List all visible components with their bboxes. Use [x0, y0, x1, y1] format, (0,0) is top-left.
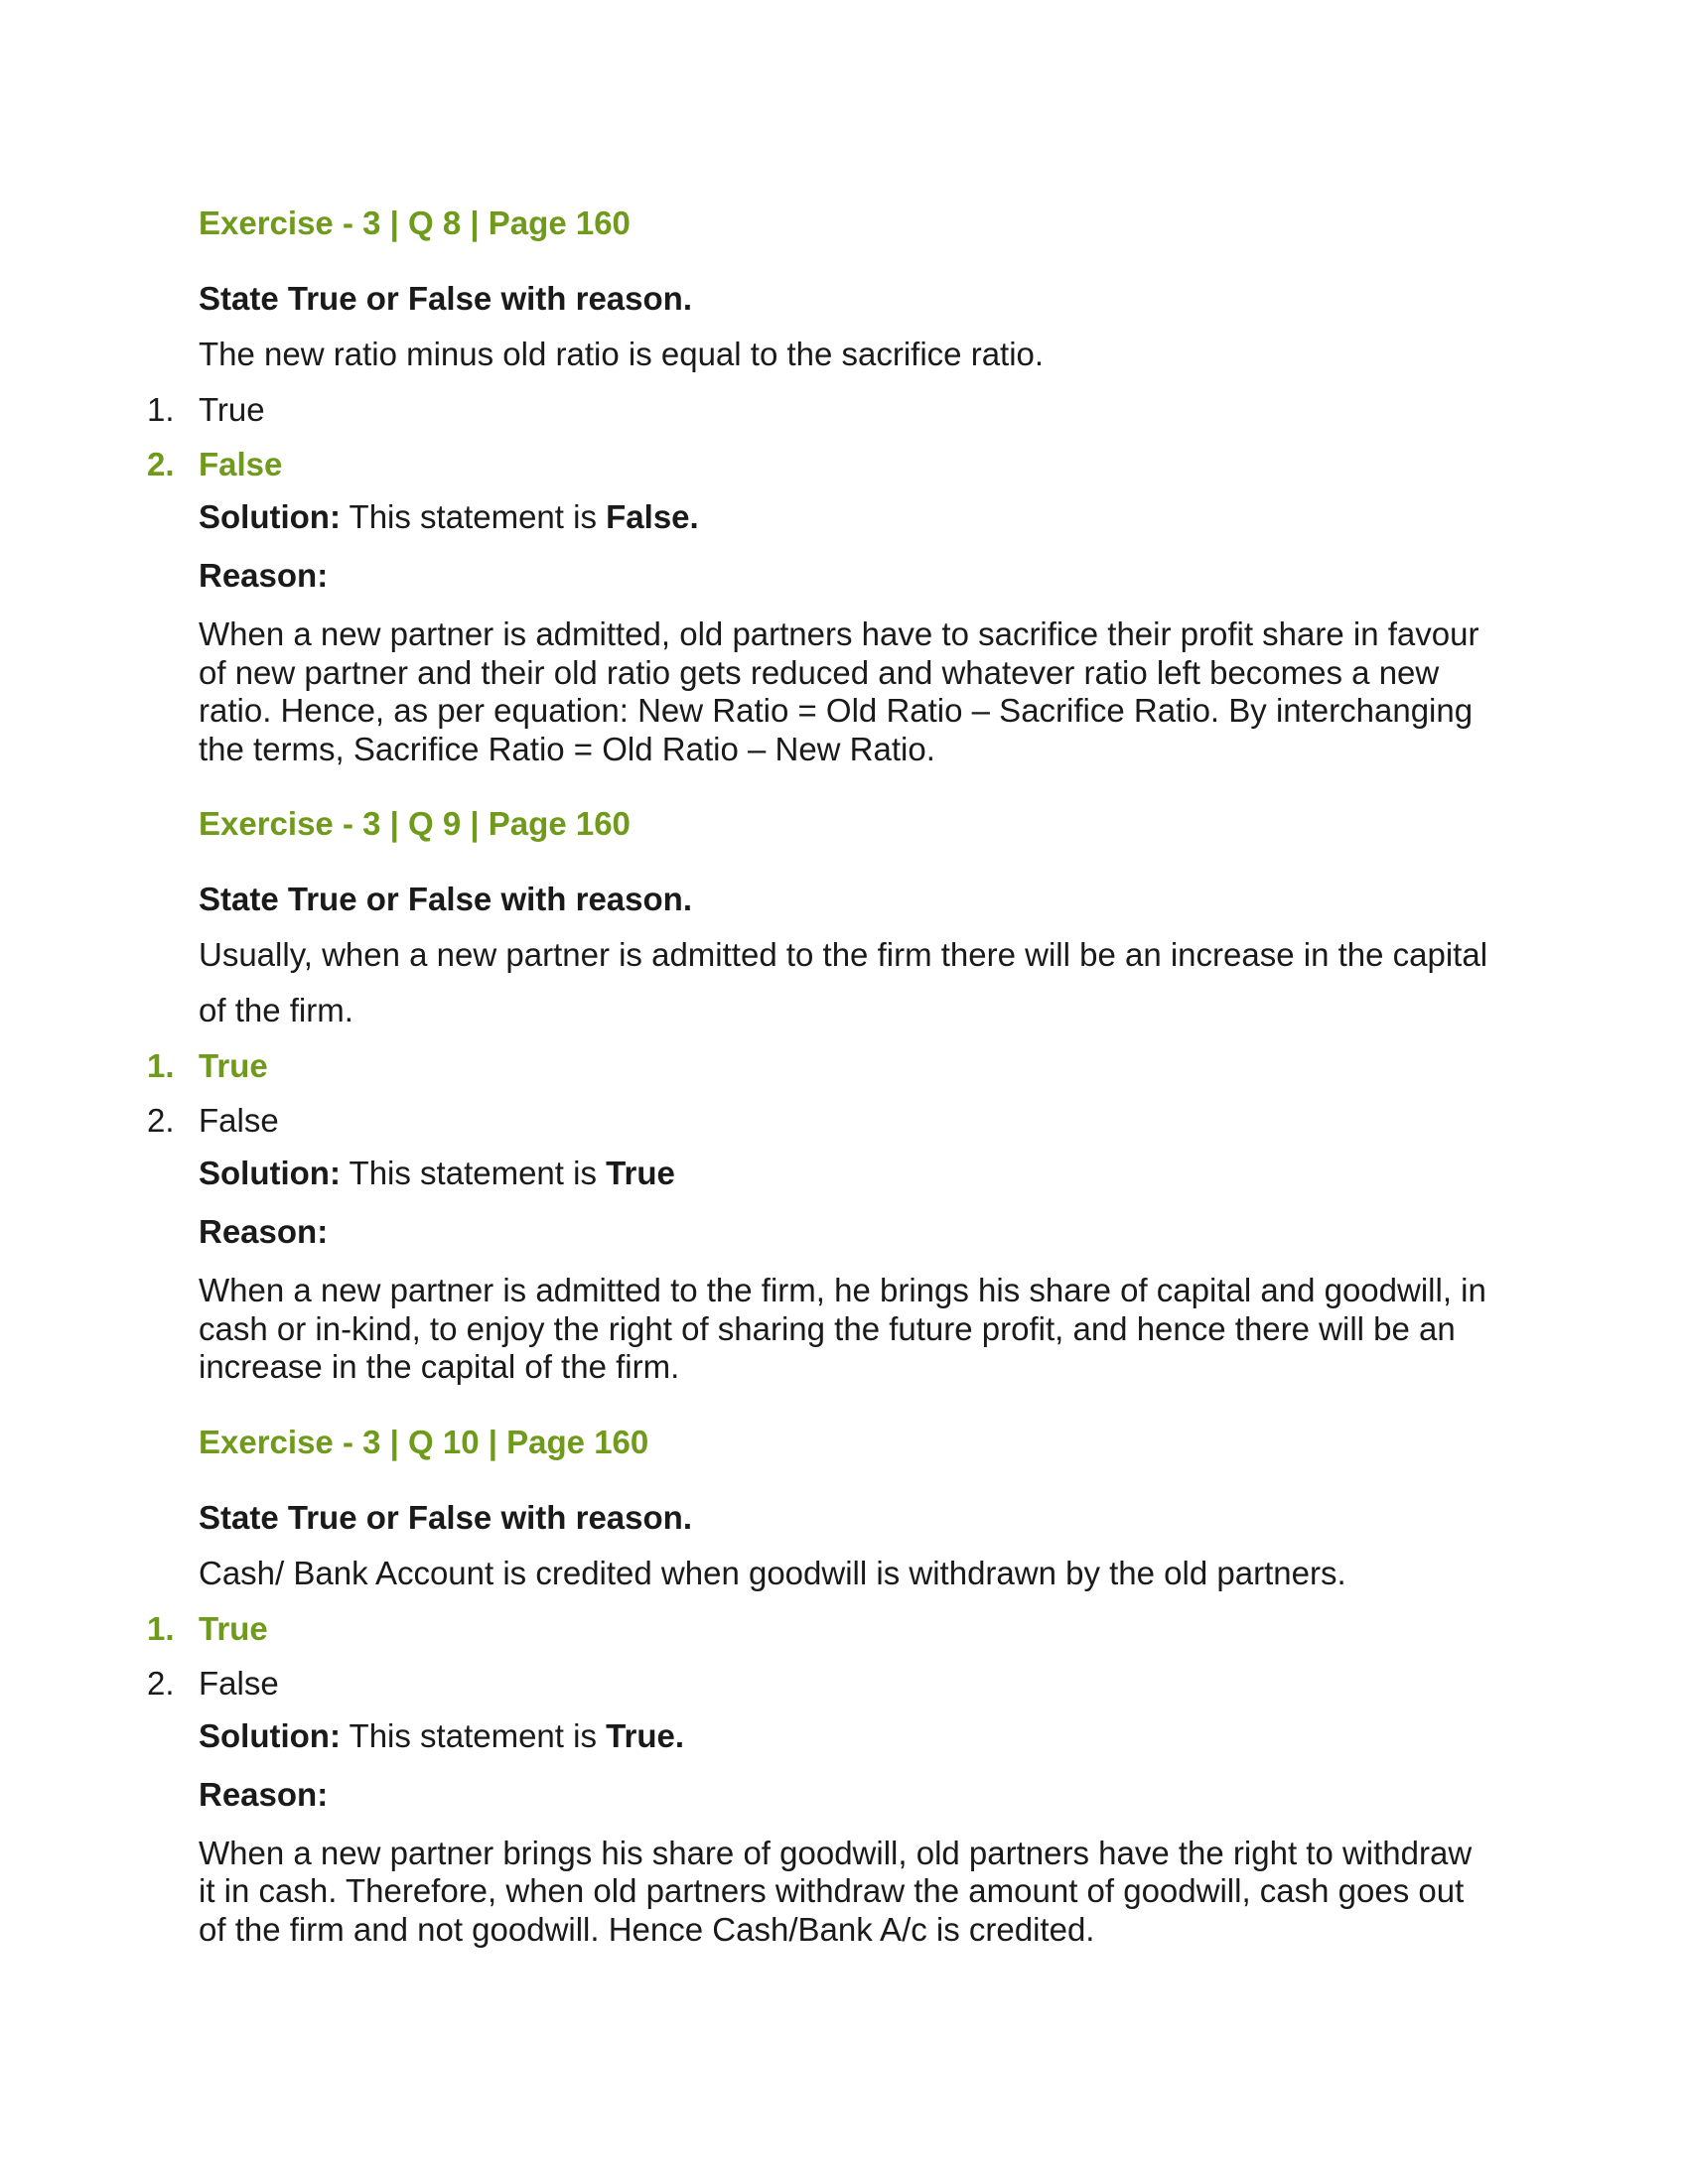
solution-line	[199, 1154, 1489, 1193]
question-prompt: State True or False with reason.	[199, 1498, 692, 1536]
reason-label: Reason:	[199, 1213, 329, 1250]
solution-text: This statement is	[340, 498, 607, 535]
option-number: 1.	[147, 1609, 175, 1647]
solution-label: Solution:	[199, 1155, 341, 1191]
reason-label: Reason:	[199, 1775, 329, 1813]
exercise-heading: Exercise - 3 | Q 9 | Page 160	[199, 805, 631, 842]
option-true-correct	[147, 1601, 1489, 1656]
option-false-correct	[147, 437, 1489, 491]
question-statement: The new ratio minus old ratio is equal to the sacrifice ratio.	[199, 336, 1045, 372]
reason-text: When a new partner is admitted, old partners have to sacrifice their profit share in favour of new partner and their old ratio gets reduced and whatever ratio left becomes a new ratio. Hence, as per equation: New Ratio = Old Ratio – Sacrifice Ratio. By interchanging the terms, Sacrifice Ratio = Old Ratio – New Ratio.	[199, 615, 1479, 767]
option-label: True	[199, 1047, 268, 1084]
option-true-correct	[147, 1038, 1489, 1093]
reason-text: When a new partner brings his share of goodwill, old partners have the right to withdraw it in cash. Therefore, when old partners withdraw the amount of goodwill, cash goes out of the firm and not goodwill. Hence Cash/Bank A/c is credited.	[199, 1834, 1473, 1948]
question-statement: Usually, when a new partner is admitted to the firm there will be an increase in the capital of the firm.	[199, 936, 1488, 1028]
option-label: False	[199, 1664, 279, 1702]
option-number: 2.	[147, 1102, 175, 1139]
solution-text: This statement is	[340, 1716, 607, 1754]
question-statement: Cash/ Bank Account is credited when goodwill is withdrawn by the old partners.	[199, 1554, 1346, 1591]
option-label: True	[199, 391, 265, 428]
question-section-q8	[147, 204, 1489, 768]
answer-options	[147, 1601, 1489, 1710]
solution-answer: True.	[606, 1716, 684, 1754]
question-section-q10	[147, 1423, 1489, 1950]
solution-text: This statement is	[340, 1155, 607, 1191]
option-false	[147, 1656, 1489, 1710]
question-prompt: State True or False with reason.	[199, 881, 692, 917]
answer-options	[147, 382, 1489, 491]
reason-label: Reason:	[199, 557, 329, 594]
solution-line	[199, 497, 1489, 537]
option-label: False	[199, 1102, 279, 1139]
option-number: 1.	[147, 391, 175, 428]
option-number: 2.	[147, 1664, 175, 1702]
option-true	[147, 382, 1489, 437]
solution-label: Solution:	[199, 498, 341, 535]
answer-options	[147, 1038, 1489, 1148]
exercise-heading: Exercise - 3 | Q 10 | Page 160	[199, 1423, 649, 1460]
document-content	[147, 204, 1489, 1949]
option-false	[147, 1093, 1489, 1148]
question-prompt: State True or False with reason.	[199, 280, 692, 317]
option-label: True	[199, 1609, 268, 1647]
exercise-heading: Exercise - 3 | Q 8 | Page 160	[199, 205, 631, 241]
solution-line	[199, 1716, 1489, 1756]
option-number: 2.	[147, 446, 175, 482]
question-section-q9	[147, 804, 1489, 1387]
solution-answer: False.	[606, 498, 699, 535]
reason-text: When a new partner is admitted to the firm, he brings his share of capital and goodwill, in cash or in-kind, to enjoy the right of sharing the future profit, and hence there will be an increase in the capital of the firm.	[199, 1272, 1486, 1385]
solution-answer: True	[606, 1155, 675, 1191]
option-number: 1.	[147, 1047, 175, 1084]
solution-label: Solution:	[199, 1716, 341, 1754]
option-label: False	[199, 446, 283, 482]
